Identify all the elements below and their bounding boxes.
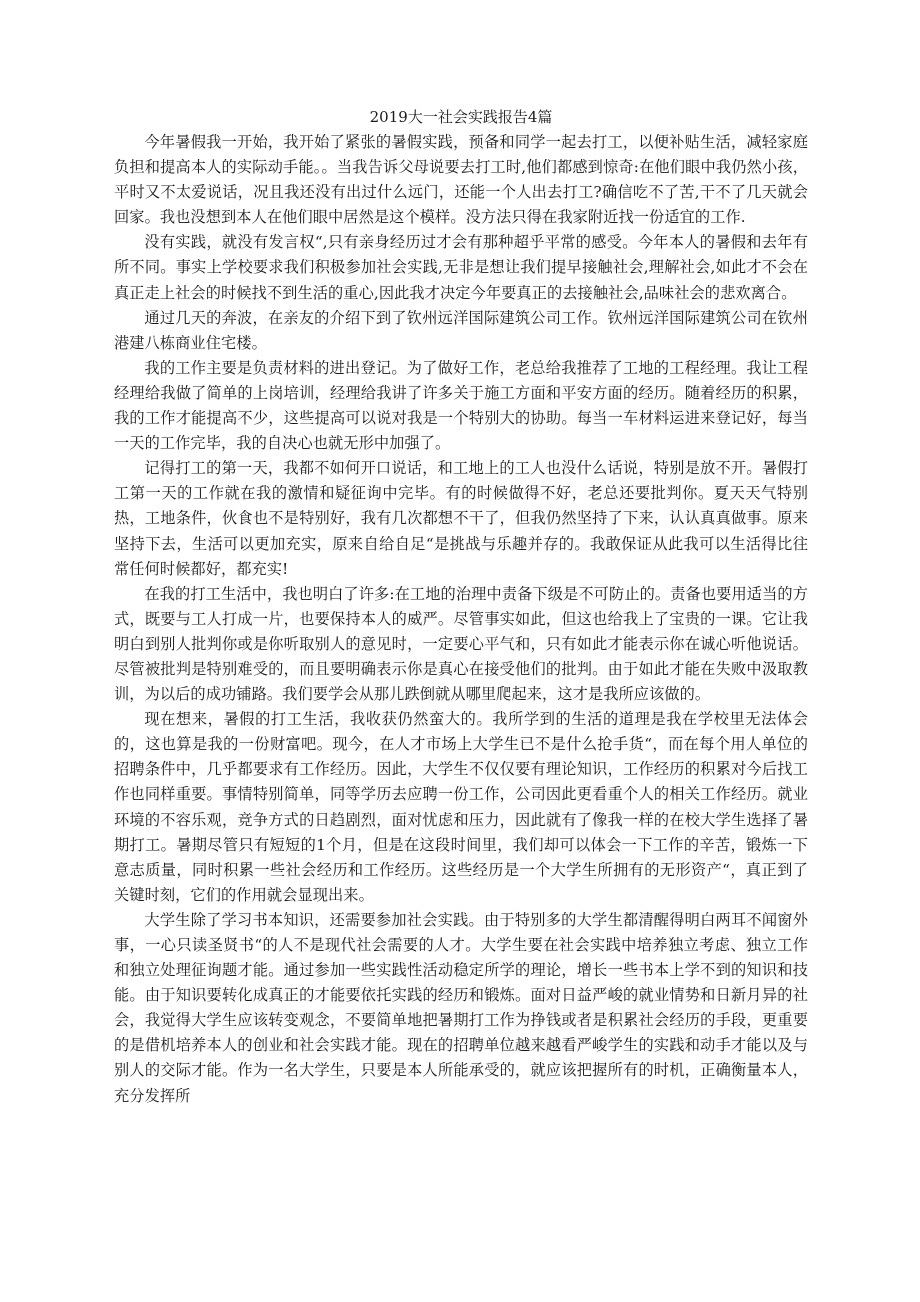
document-title: 2019大一社会实践报告4篇: [369, 108, 553, 126]
paragraph-8: 大学生除了学习书本知识，还需要参加社会实践。由于特别多的大学生都清醒得明白两耳不闻窗外事，一心只读圣贤书“的人不是现代社会需要的人才。大学生要在社会实践中培养独立考虑、独立工作和独立处理征询题才能。通过参加一些实践性活动稳定所学的理论，增长一些书本上学不到的知识和技能。由于知识要转化成真正的才能要依托实践的经历和锻炼。面对日益严峻的就业情势和日新月异的社会，我觉得大学生应该转变观念，不要简单地把暑期打工作为挣钱或者是积累社会经历的手段，更重要的是借机培养本人的创业和社会实践才能。现在的招聘单位越来越看严峻学生的实践和动手才能以及与别人的交际才能。作为一名大学生，只要是本人所能承受的，就应该把握所有的时机，正确衡量本人，充分发挥所: [114, 910, 808, 1105]
paragraph-4: 我的工作主要是负责材料的进出登记。为了做好工作，老总给我推荐了工地的工程经理。我让工程经理给我做了简单的上岗培训，经理给我讲了许多关于施工方面和平安方面的经历。随着经历的积累，我的工作才能提高不少，这些提高可以说对我是一个特别大的协助。每当一车材料运进来登记好，每当一天的工作完毕，我的自决心也就无形中加强了。: [114, 358, 808, 453]
paragraph-7: 现在想来，暑假的打工生活，我收获仍然蛮大的。我所学到的生活的道理是我在学校里无法体会的，这也算是我的一份财富吧。现今，在人才市场上大学生已不是什么抢手货“，而在每个用人单位的招聘条件中，几乎都要求有工作经历。因此，大学生不仅仅要有理论知识，工作经历的积累对今后找工作也同样重要。事情特别简单，同等学历去应聘一份工作，公司因此更看重个人的相关工作经历。就业环境的不容乐观，竞争方式的日趋剧烈，面对忧虑和压力，因此就有了像我一样的在校大学生选择了暑期打工。暑期尽管只有短短的1个月，但是在这段时间里，我们却可以体会一下工作的辛苦，锻炼一下意志质量，同时积累一些社会经历和工作经历。这些经历是一个大学生所拥有的无形资产“，真正到了关键时刻，它们的作用就会显现出来。: [114, 710, 808, 904]
paragraph-5: 记得打工的第一天，我都不如何开口说话，和工地上的工人也没什么话说，特别是放不开。暑假打工第一天的工作就在我的激情和疑征询中完毕。有的时候做得不好，老总还要批判你。夏天天气特别热，工地条件，伙食也不是特别好，我有几次都想不干了，但我仍然坚持了下来，认认真真做事。原来坚持下去，生活可以更加充实，原来自给自足“是挑战与乐趣并存的。我敢保证从此我可以生活得比往常任何时候都好，都充实!: [114, 459, 808, 578]
paragraph-2: 没有实践，就没有发言权“,只有亲身经历过才会有那种超乎平常的感受。今年本人的暑假和去年有所不同。事实上学校要求我们积极参加社会实践,无非是想让我们提早接触社会,理解社会,如此才不会在真正走上社会的时候找不到生活的重心,因此我才决定今年要真正的去接触社会,品味社会的悲欢离合。: [114, 233, 808, 302]
document-page: [114, 104, 808, 1109]
paragraph-3: 通过几天的奔波，在亲友的介绍下到了钦州远洋国际建筑公司工作。钦州远洋国际建筑公司在钦州港建八栋商业住宅楼。: [114, 308, 808, 352]
paragraph-1: 今年暑假我一开始，我开始了紧张的暑假实践，预备和同学一起去打工，以便补贴生活，减轻家庭负担和提高本人的实际动手能。。当我告诉父母说要去打工时,他们都感到惊奇:在他们眼中我仍然小孩，平时又不太爱说话，况且我还没有出过什么远门，还能一个人出去打工?确信吃不了苦,干不了几天就会回家。我也没想到本人在他们眼中居然是这个模样。没方法只得在我家附近找一份适宜的工作.: [114, 133, 808, 227]
paragraph-6: 在我的打工生活中，我也明白了许多:在工地的治理中责备下级是不可防止的。责备也要用适当的方式，既要与工人打成一片，也要保持本人的威严。尽管事实如此，但这也给我上了宝贵的一课。它让我明白到别人批判你或是你听取别人的意见时，一定要心平气和，只有如此才能表示你在诚心听他说话。尽管被批判是特别难受的，而且要明确表示你是真心在接受他们的批判。由于如此才能在失败中汲取教训，为以后的成功铺路。我们要学会从那儿跌倒就从哪里爬起来，这才是我所应该做的。: [114, 584, 808, 704]
